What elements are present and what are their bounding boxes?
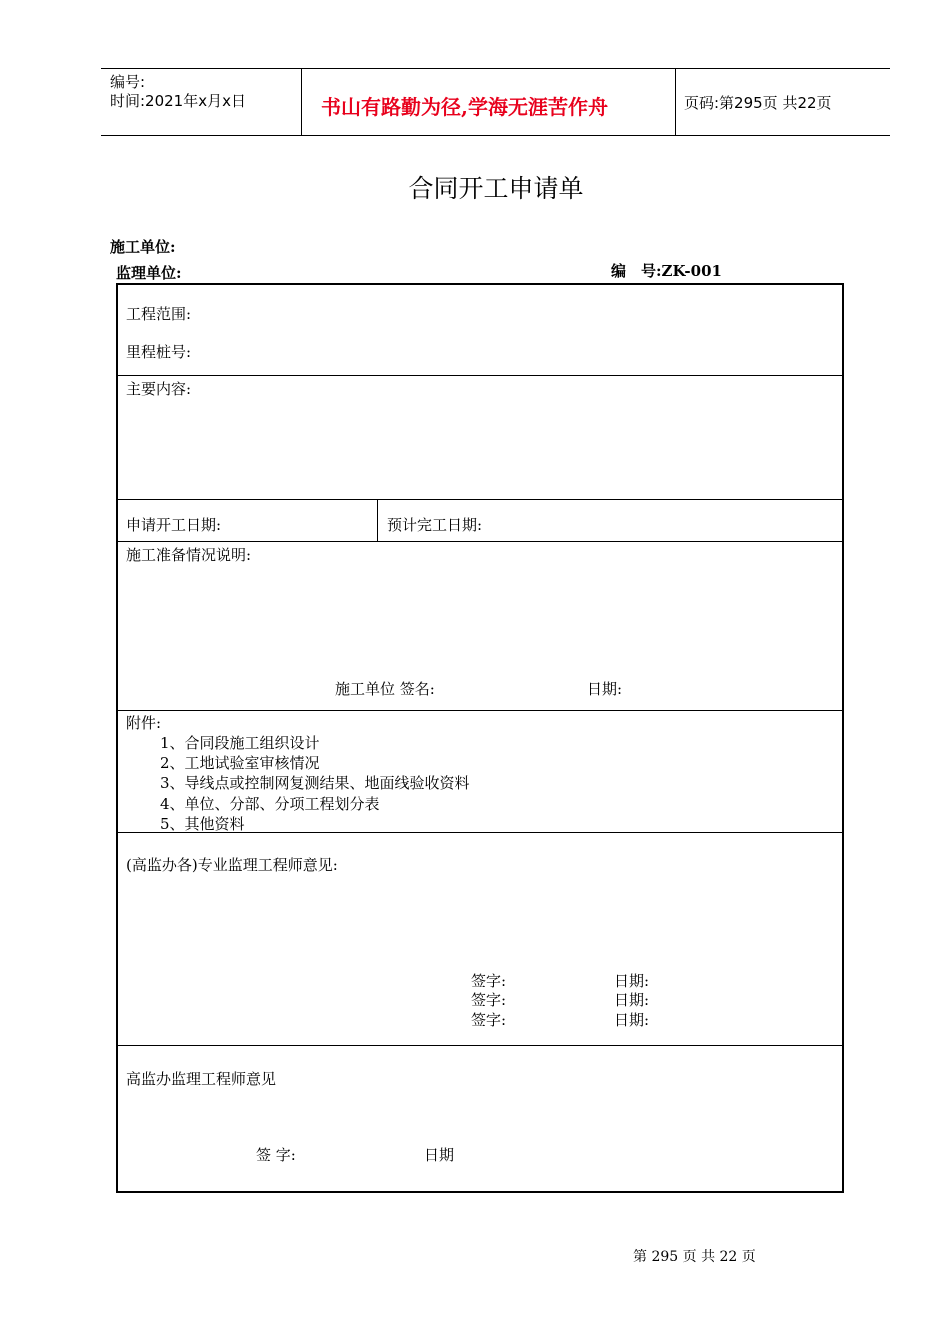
header-slogan: 书山有路勤为径,学海无涯苦作舟 [321,95,608,119]
contractor-label: 施工单位: [110,238,176,256]
attachment-item: 2、工地试验室审核情况 [160,754,320,772]
attachments-label: 附件: [126,714,162,732]
row-divider-3 [118,541,842,542]
specialist-sign-label: 签字: [471,972,507,990]
header-page-label: 页码:第295页 共22页 [684,94,832,112]
attachment-item: 3、导线点或控制网复测结果、地面线验收资料 [160,774,470,792]
specialist-sign-label: 签字: [471,991,507,1009]
row-divider-2 [118,499,842,500]
chief-date-label: 日期 [424,1146,455,1164]
footer-page-number: 第 295 页 共 22 页 [633,1249,756,1265]
header-top-rule [101,68,890,69]
specialist-date-label: 日期: [614,972,650,990]
specialist-date-label: 日期: [614,991,650,1009]
row-divider-1 [118,375,842,376]
page-title: 合同开工申请单 [408,174,584,203]
mileage-label: 里程桩号: [126,343,192,361]
application-form [116,283,844,1193]
preparation-label: 施工准备情况说明: [126,546,252,564]
preparation-sign-label: 施工单位 签名: [335,680,435,698]
header-bottom-rule [101,135,890,136]
form-number-label: 编 号:ZK-001 [611,262,722,280]
date-column-divider [377,499,378,541]
row-divider-6 [118,1045,842,1046]
chief-opinion-label: 高监办监理工程师意见 [126,1070,277,1088]
doc-time-label: 时间:2021年x月x日 [110,92,246,110]
attachment-item: 5、其他资料 [160,815,245,833]
chief-sign-label: 签 字: [256,1146,296,1164]
preparation-date-label: 日期: [587,680,623,698]
doc-number-label: 编号: [110,73,146,91]
header-divider-left [301,68,302,136]
main-content-label: 主要内容: [126,380,192,398]
specialist-sign-label: 签字: [471,1011,507,1029]
specialist-opinion-label: (高监办各)专业监理工程师意见: [126,856,338,874]
scope-label: 工程范围: [126,305,192,323]
apply-start-date-label: 申请开工日期: [126,516,222,534]
attachment-item: 4、单位、分部、分项工程划分表 [160,795,380,813]
specialist-date-label: 日期: [614,1011,650,1029]
supervisor-label: 监理单位: [116,264,182,282]
attachment-item: 1、合同段施工组织设计 [160,734,320,752]
header-divider-right [675,68,676,136]
planned-finish-date-label: 预计完工日期: [387,516,483,534]
row-divider-4 [118,710,842,711]
